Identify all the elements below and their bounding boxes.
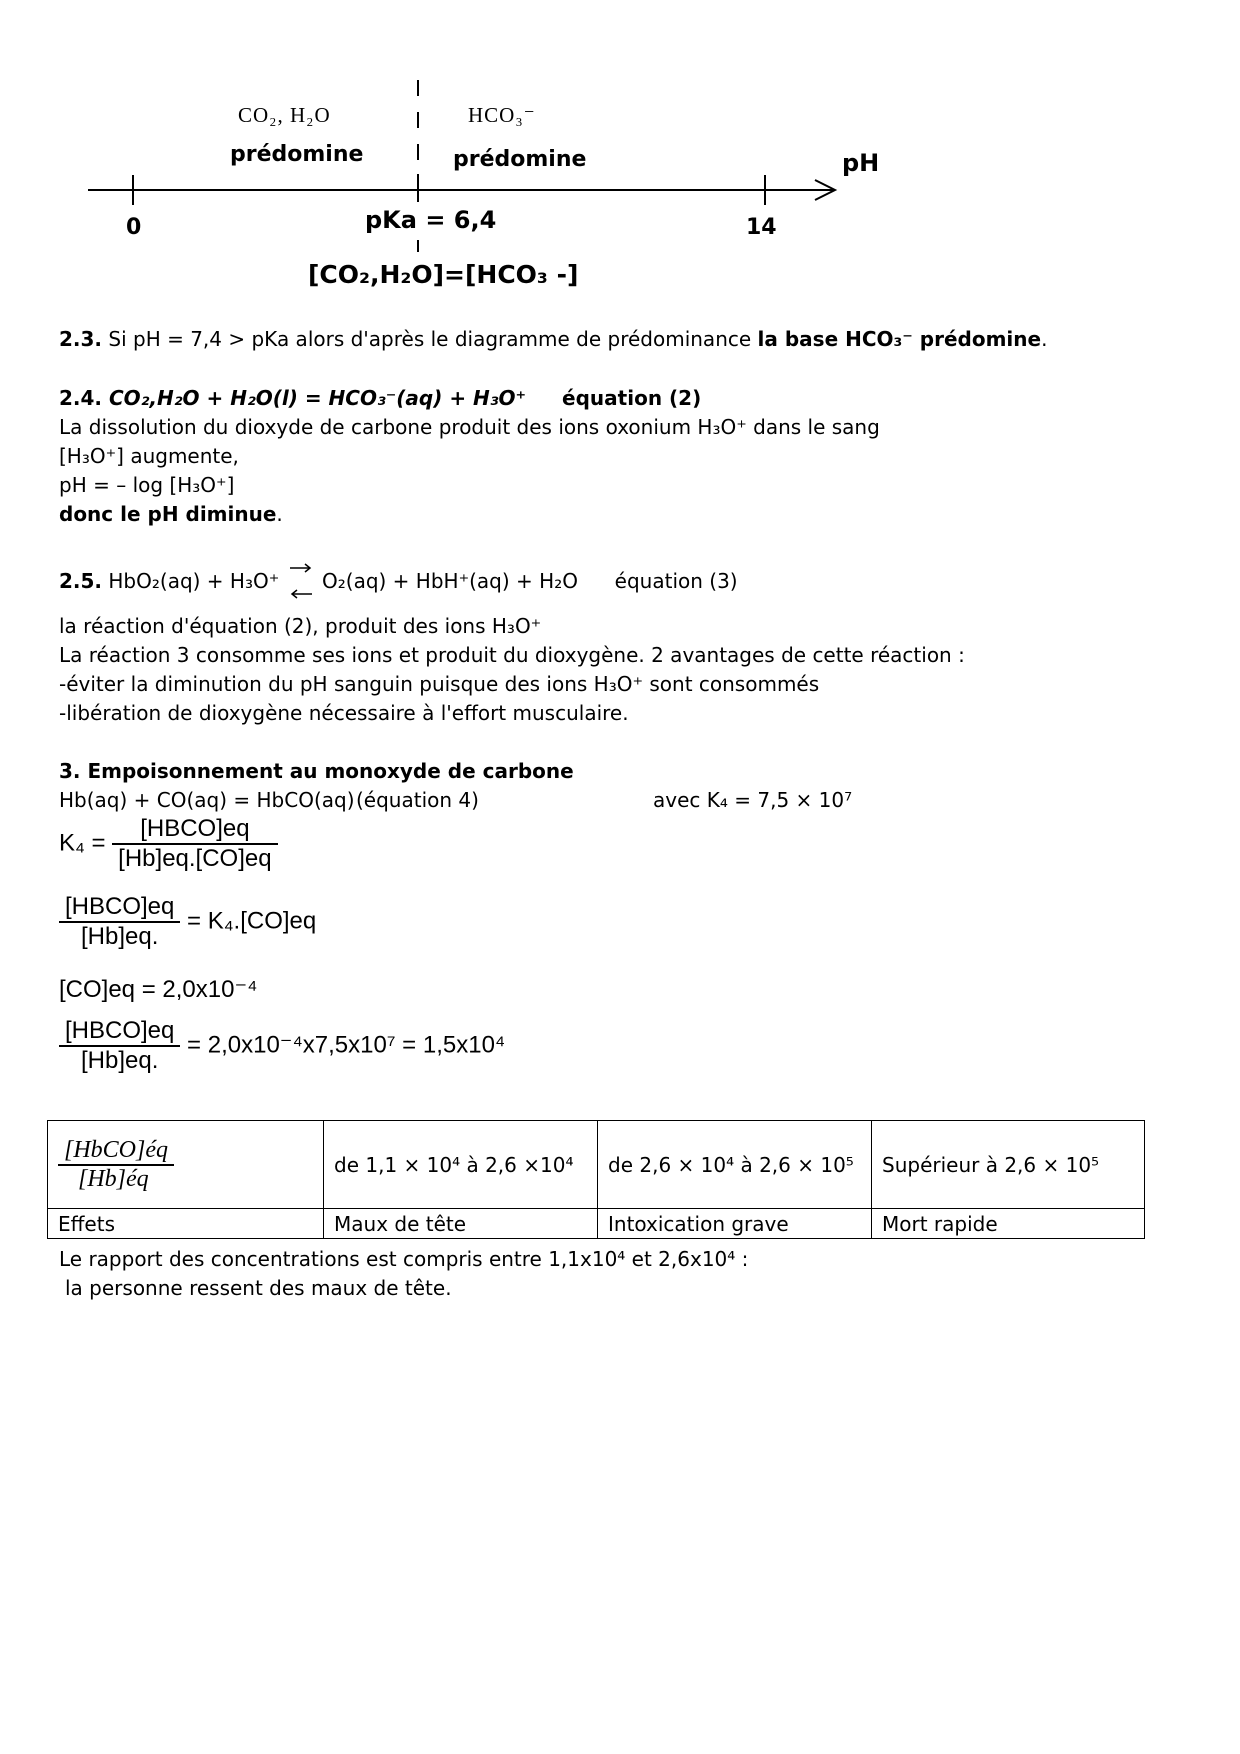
tick-label-0: 0: [126, 215, 142, 240]
para-2-4-line4: donc le pH diminue.: [59, 502, 283, 526]
header-ratio-cell: $\frac{\text{[HbCO]éq}}{[Hb]éq}$: [48, 1121, 324, 1209]
equation-3-label: équation (3): [614, 569, 738, 593]
equation-4: Hb(aq) + CO(aq) = HbCO(aq): [59, 788, 355, 812]
formula-co-eq: [CO]eq = 2,0x10⁻⁴: [59, 976, 258, 1003]
para-2-4-line3: pH = – log [H₃O⁺]: [59, 473, 235, 497]
equation-4-label: (équation 4): [356, 788, 479, 812]
section-number: 2.3.: [59, 327, 103, 351]
formula-ratio-value: $\frac{\text{[HBCO]eq}}{[Hb]eq.}$ = 2,0x10⁻⁴x7,5x10⁷ = 1,5x10⁴: [59, 1017, 505, 1075]
conclusion-line1: Le rapport des concentrations est compris entre 1,1x10⁴ et 2,6x10⁴ :: [59, 1247, 749, 1271]
para-2-5-line4: -libération de dioxygène nécessaire à l'effort musculaire.: [59, 701, 629, 725]
table-row: [48, 1121, 1145, 1209]
para-2-5-line2: La réaction 3 consomme ses ions et produit du dioxygène. 2 avantages de cette réaction :: [59, 643, 965, 667]
range-cell: de 1,1 × 10⁴ à 2,6 ×10⁴: [324, 1121, 598, 1209]
left-species: CO₂, H₂O: [238, 103, 331, 127]
section-bold-conclusion: la base HCO₃⁻ prédomine: [757, 327, 1042, 351]
effect-cell: Mort rapide: [872, 1209, 1145, 1239]
equation-2-label: équation (2): [562, 386, 702, 410]
tick-label-pka: pKa = 6,4: [365, 206, 497, 234]
conclusion-line2: la personne ressent des maux de tête.: [65, 1276, 452, 1300]
section-number: 2.5.: [59, 569, 103, 593]
effect-cell: Maux de tête: [324, 1209, 598, 1239]
axis-label-ph: pH: [842, 149, 880, 177]
ph-diagram: [0, 70, 1240, 300]
para-2-5-line3: -éviter la diminution du pH sanguin puisque des ions H₃O⁺ sont consommés: [59, 672, 820, 696]
right-predomine: prédomine: [453, 147, 587, 172]
para-2-4-line1: La dissolution du dioxyde de carbone produit des ions oxonium H₃O⁺ dans le sang: [59, 415, 880, 439]
left-predomine: prédomine: [230, 142, 364, 167]
equation-2: CO₂,H₂O + H₂O(l) = HCO₃⁻(aq) + H₃O⁺: [109, 386, 527, 410]
para-2-5-line1: la réaction d'équation (2), produit des ions H₃O⁺: [59, 614, 542, 638]
section-2-4-equation: [59, 385, 701, 411]
equation-3-right: O₂(aq) + HbH⁺(aq) + H₂O: [322, 569, 578, 593]
k4-value: avec K₄ = 7,5 × 10⁷: [653, 788, 853, 812]
tick-label-14: 14: [746, 215, 777, 240]
section-number: 2.4.: [59, 386, 103, 410]
equilibrium-arrow-icon: [286, 570, 316, 596]
section-text: Si pH = 7,4 > pKa alors d'après le diagramme de prédominance: [108, 327, 752, 351]
formula-k4: K₄ = $\frac{\text{[HBCO]eq}}{[Hb]eq.[CO]eq}$: [59, 815, 278, 873]
effects-table: [47, 1120, 1145, 1239]
range-cell: de 2,6 × 10⁴ à 2,6 × 10⁵: [598, 1121, 872, 1209]
section-3-title: 3. Empoisonnement au monoxyde de carbone: [59, 759, 574, 783]
equality-label: [CO₂,H₂O]=[HCO₃ -]: [308, 260, 579, 289]
section-2-3: 2.3. Si pH = 7,4 > pKa alors d'après le diagramme de prédominance la base HCO₃⁻ prédomine.: [59, 327, 1048, 351]
right-species: HCO₃⁻: [468, 103, 536, 127]
section-2-5-equation: [59, 568, 738, 596]
table-row: [48, 1209, 1145, 1239]
formula-ratio-k4: $\frac{\text{[HBCO]eq}}{[Hb]eq.}$ = K₄.[CO]eq: [59, 893, 316, 951]
range-cell: Supérieur à 2,6 × 10⁵: [872, 1121, 1145, 1209]
para-2-4-line2: [H₃O⁺] augmente,: [59, 444, 239, 468]
equation-3-left: HbO₂(aq) + H₃O⁺: [108, 569, 280, 593]
row-label-cell: Effets: [48, 1209, 324, 1239]
effect-cell: Intoxication grave: [598, 1209, 872, 1239]
